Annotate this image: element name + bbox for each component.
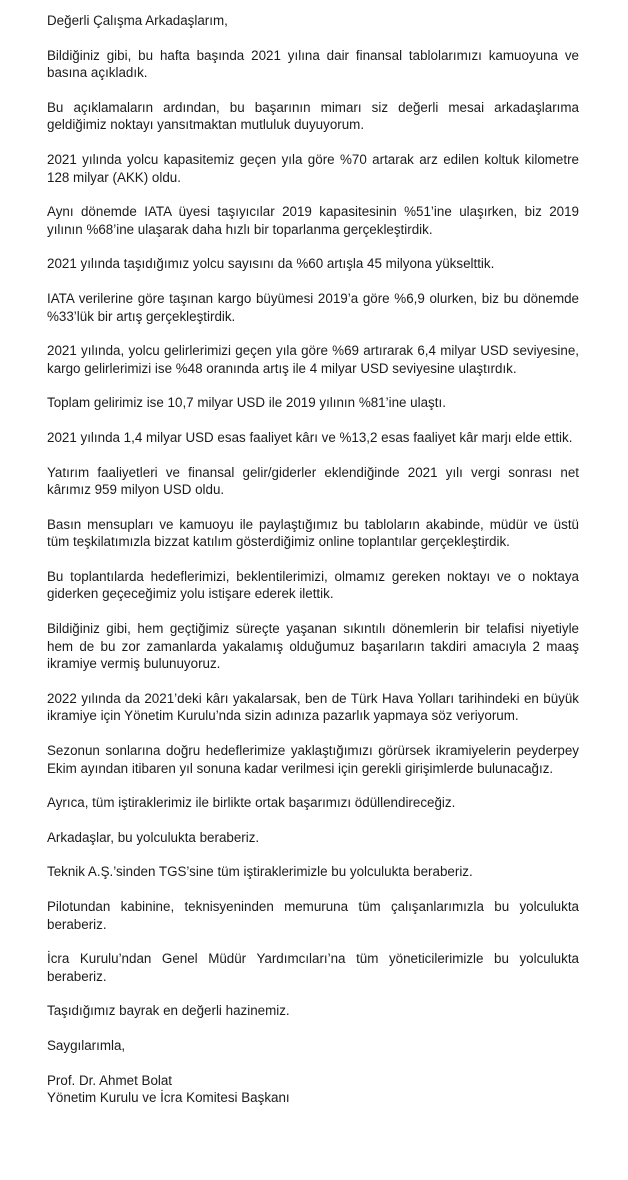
paragraph: Arkadaşlar, bu yolculukta beraberiz. (47, 829, 260, 845)
paragraph: İcra Kurulu’ndan Genel Müdür Yardımcıları’na tüm yöneticilerimizle bu yolculukta beraberiz. (47, 951, 579, 984)
letter-document (47, 12, 579, 1107)
paragraph: 2021 yılında taşıdığımız yolcu sayısını da %60 artışla 45 milyona yükselttik. (47, 256, 495, 272)
paragraph: IATA verilerine göre taşınan kargo büyümesi 2019’a göre %6,9 olurken, biz bu dönemde %33’lük bir artış gerçekleştirdik. (47, 290, 579, 324)
paragraph: Bildiğiniz gibi, bu hafta başında 2021 yılına dair finansal tablolarımızı kamuoyuna ve basına açıkladık. (47, 47, 579, 81)
paragraph: Teknik A.Ş.’sinden TGS’sine tüm iştiraklerimizle bu yolculukta beraberiz. (47, 864, 473, 880)
paragraph: 2021 yılında 1,4 milyar USD esas faaliyet kârı ve %13,2 esas faaliyet kâr marjı elde ettik. (47, 429, 573, 445)
signature-block (47, 1072, 579, 1107)
signatory-title: Yönetim Kurulu ve İcra Komitesi Başkanı (47, 1090, 290, 1106)
paragraph: Toplam gelirimiz ise 10,7 milyar USD ile 2019 yılının %81’ine ulaştı. (47, 395, 446, 411)
signatory-name: Prof. Dr. Ahmet Bolat (47, 1072, 173, 1088)
paragraph: Yatırım faaliyetleri ve finansal gelir/giderler eklendiğinde 2021 yılı vergi sonrası net kârımız 959 milyon USD oldu. (47, 464, 579, 498)
paragraph: 2022 yılında da 2021’deki kârı yakalarsak, ben de Türk Hava Yolları tarihindeki en büyük ikramiye için Yönetim Kurulu’nda sizin adınıza pazarlık yapmaya söz veriyorum. (47, 690, 579, 724)
paragraph: Pilotundan kabinine, teknisyeninden memuruna tüm çalışanlarımızla bu yolculukta beraberiz. (47, 899, 579, 932)
paragraph: 2021 yılında yolcu kapasitemiz geçen yıla göre %70 artarak arz edilen koltuk kilometre 128 milyar (AKK) oldu. (47, 151, 579, 185)
paragraph: Basın mensupları ve kamuoyu ile paylaştığımız bu tabloların akabinde, müdür ve üstü tüm teşkilatımızla bizzat katılım gösterdiğimiz online toplantılar gerçekleştirdik. (47, 516, 579, 550)
paragraph: Bu toplantılarda hedeflerimizi, beklentilerimizi, olmamız gereken noktayı ve o noktaya giderken geçeceğimiz yolu istişare ederek ilettik. (47, 568, 579, 602)
paragraph: Bildiğiniz gibi, hem geçtiğimiz süreçte yaşanan sıkıntılı dönemlerin bir telafisi niyetiyle hem de bu zor zamanlarda yakalamış olduğumuz başarıların takdiri amacıyla 2 maaş ikramiye vermiş bulunuyoruz. (47, 621, 579, 672)
paragraph: Taşıdığımız bayrak en değerli hazinemiz. (47, 1003, 290, 1019)
paragraph: Ayrıca, tüm iştiraklerimiz ile birlikte ortak başarımızı ödüllendireceğiz. (47, 795, 456, 811)
paragraph: Aynı dönemde IATA üyesi taşıyıcılar 2019 kapasitesinin %51’ine ulaşırken, biz 2019 yılının %68’ine ulaşarak daha hızlı bir toparlanma gerçekleştirdik. (47, 204, 579, 237)
paragraph: 2021 yılında, yolcu gelirlerimizi geçen yıla göre %69 artırarak 6,4 milyar USD seviyesine, kargo gelirlerimizi ise %48 oranında artış ile 4 milyar USD seviyesine ulaştırdık. (47, 343, 579, 376)
closing: Saygılarımla, (47, 1037, 126, 1053)
salutation: Değerli Çalışma Arkadaşlarım, (47, 13, 228, 28)
paragraph: Sezonun sonlarına doğru hedeflerimize yaklaştığımızı görürsek ikramiyelerin peyderpey Ekim ayından itibaren yıl sonuna kadar verilmesi için gerekli girişimlerde bulunacağız. (47, 743, 579, 776)
paragraph: Bu açıklamaların ardından, bu başarının mimarı siz değerli mesai arkadaşlarıma geldiğimiz noktayı yansıtmaktan mutluluk duyuyorum. (47, 99, 579, 133)
